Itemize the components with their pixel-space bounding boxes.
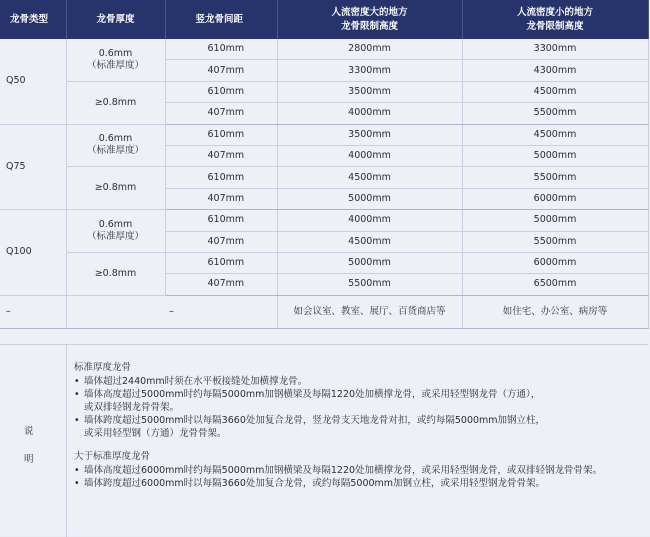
usage-thickness-cell: –: [66, 295, 277, 328]
thickness-note: （标准厚度）: [86, 59, 144, 71]
high-density-usage-cell: 如会议室、教室、展厅、百货商店等: [277, 295, 462, 328]
note-text-continued: 或双排轻钢龙骨骨架。: [84, 402, 180, 413]
thickness-cell: [66, 210, 165, 253]
spacing-cell: 610mm: [165, 81, 277, 102]
low-density-height-cell: 5000mm: [462, 145, 648, 166]
spacing-cell: 407mm: [165, 188, 277, 209]
low-density-height-cell: 5000mm: [462, 210, 648, 231]
thickness-cell: ≥0.8mm: [66, 167, 165, 210]
high-density-height-cell: 3300mm: [277, 60, 462, 81]
note-text: 墙体高度超过5000mm时约每隔5000mm加钢横梁及每隔1220处加横撑龙骨，或采用轻型钢龙骨（方通），: [84, 389, 541, 400]
thickness-cell: [66, 124, 165, 167]
table-row: [0, 39, 648, 60]
usage-example-row: [0, 295, 648, 328]
spacing-cell: 610mm: [165, 124, 277, 145]
table-header-row: [0, 0, 648, 39]
thickness-cell: ≥0.8mm: [66, 81, 165, 124]
header-high-density-line2: 龙骨限制高度: [340, 20, 398, 32]
low-density-height-cell: 6000mm: [462, 252, 648, 273]
thickness-value: 0.6mm: [98, 219, 133, 231]
low-density-height-cell: 4300mm: [462, 60, 648, 81]
note-text: 墙体超过2440mm时须在水平板接缝处加横撑龙骨。: [84, 376, 308, 387]
note-text: 墙体高度超过6000mm时约每隔5000mm加钢横梁及每隔1220处加横撑龙骨，或采用轻型钢龙骨，或双排轻钢龙骨骨架。: [84, 465, 603, 476]
keel-type-cell: Q50: [0, 39, 66, 124]
note-item: [74, 414, 644, 440]
high-density-height-cell: 4000mm: [277, 103, 462, 124]
standard-keel-title: 标准厚度龙骨: [74, 362, 132, 373]
spacing-cell: 610mm: [165, 39, 277, 60]
low-density-height-cell: 5500mm: [462, 231, 648, 252]
spacing-cell: 407mm: [165, 60, 277, 81]
spacing-cell: 407mm: [165, 231, 277, 252]
table-row: [0, 252, 648, 273]
thickness-cell: ≥0.8mm: [66, 252, 165, 295]
bullet-icon: •: [74, 376, 80, 387]
header-keel-type: 龙骨类型: [0, 0, 66, 39]
low-density-height-cell: 6000mm: [462, 188, 648, 209]
low-density-height-cell: 5500mm: [462, 167, 648, 188]
high-density-height-cell: 3500mm: [277, 81, 462, 102]
note-text: 墙体跨度超过6000mm时以每隔3660处加复合龙骨，或约每隔5000mm加钢立柱，或采用轻型钢龙骨骨架。: [84, 478, 546, 489]
spacing-cell: 407mm: [165, 274, 277, 295]
high-density-height-cell: 3500mm: [277, 124, 462, 145]
thickness-value: 0.6mm: [98, 47, 133, 59]
header-stud-spacing: 竖龙骨间距: [165, 0, 277, 39]
table-row: [0, 81, 648, 102]
spacing-cell: 610mm: [165, 167, 277, 188]
bullet-icon: •: [74, 465, 80, 476]
low-density-height-cell: 5500mm: [462, 103, 648, 124]
note-item: [74, 464, 644, 477]
high-density-height-cell: 4500mm: [277, 231, 462, 252]
table-row: [0, 167, 648, 188]
table-row: [0, 210, 648, 231]
high-density-height-cell: 4000mm: [277, 145, 462, 166]
high-density-height-cell: 5000mm: [277, 188, 462, 209]
notes-label-char: 说: [24, 426, 34, 437]
header-low-density-line1: 人流密度小的地方: [516, 6, 593, 18]
thickness-cell: [66, 39, 165, 81]
header-low-density-line2: 龙骨限制高度: [526, 20, 584, 32]
thickness-note: （标准厚度）: [86, 145, 144, 157]
note-item: [74, 477, 644, 490]
high-density-height-cell: 2800mm: [277, 39, 462, 60]
low-density-usage-cell: 如住宅、办公室、病房等: [462, 295, 648, 328]
thickness-value: 0.6mm: [98, 133, 133, 145]
header-high-density-line1: 人流密度大的地方: [331, 6, 408, 18]
usage-type-cell: –: [0, 295, 66, 328]
low-density-height-cell: 6500mm: [462, 274, 648, 295]
thickness-note: （标准厚度）: [86, 231, 144, 243]
high-density-height-cell: 4000mm: [277, 210, 462, 231]
notes-body: [74, 361, 644, 490]
low-density-height-cell: 4500mm: [462, 124, 648, 145]
table-row: [0, 124, 648, 145]
low-density-height-cell: 4500mm: [462, 81, 648, 102]
spacing-cell: 610mm: [165, 210, 277, 231]
notes-label: [0, 345, 67, 537]
note-text-continued: 或采用轻型钢（方通）龙骨骨架。: [84, 428, 227, 439]
notes-section: [0, 344, 648, 537]
header-low-density: [462, 0, 648, 39]
high-density-height-cell: 5000mm: [277, 252, 462, 273]
heavy-keel-title: 大于标准厚度龙骨: [74, 451, 151, 462]
note-text: 墙体跨度超过5000mm时以每隔3660处加复合龙骨，竖龙骨支天地龙骨对扣，或约每隔5000mm加钢立柱，: [84, 415, 546, 426]
note-item: [74, 388, 644, 414]
high-density-height-cell: 5500mm: [277, 274, 462, 295]
keel-type-cell: Q75: [0, 124, 66, 210]
keel-type-cell: Q100: [0, 210, 66, 296]
notes-label-char: 明: [24, 454, 34, 465]
spacing-cell: 610mm: [165, 252, 277, 273]
header-keel-thickness: 龙骨厚度: [66, 0, 165, 39]
high-density-height-cell: 4500mm: [277, 167, 462, 188]
header-high-density: [277, 0, 462, 39]
spacing-cell: 407mm: [165, 103, 277, 124]
bullet-icon: •: [74, 478, 80, 489]
low-density-height-cell: 3300mm: [462, 39, 648, 60]
bullet-icon: •: [74, 415, 80, 426]
note-item: [74, 375, 644, 388]
bullet-icon: •: [74, 389, 80, 400]
spacing-cell: 407mm: [165, 145, 277, 166]
